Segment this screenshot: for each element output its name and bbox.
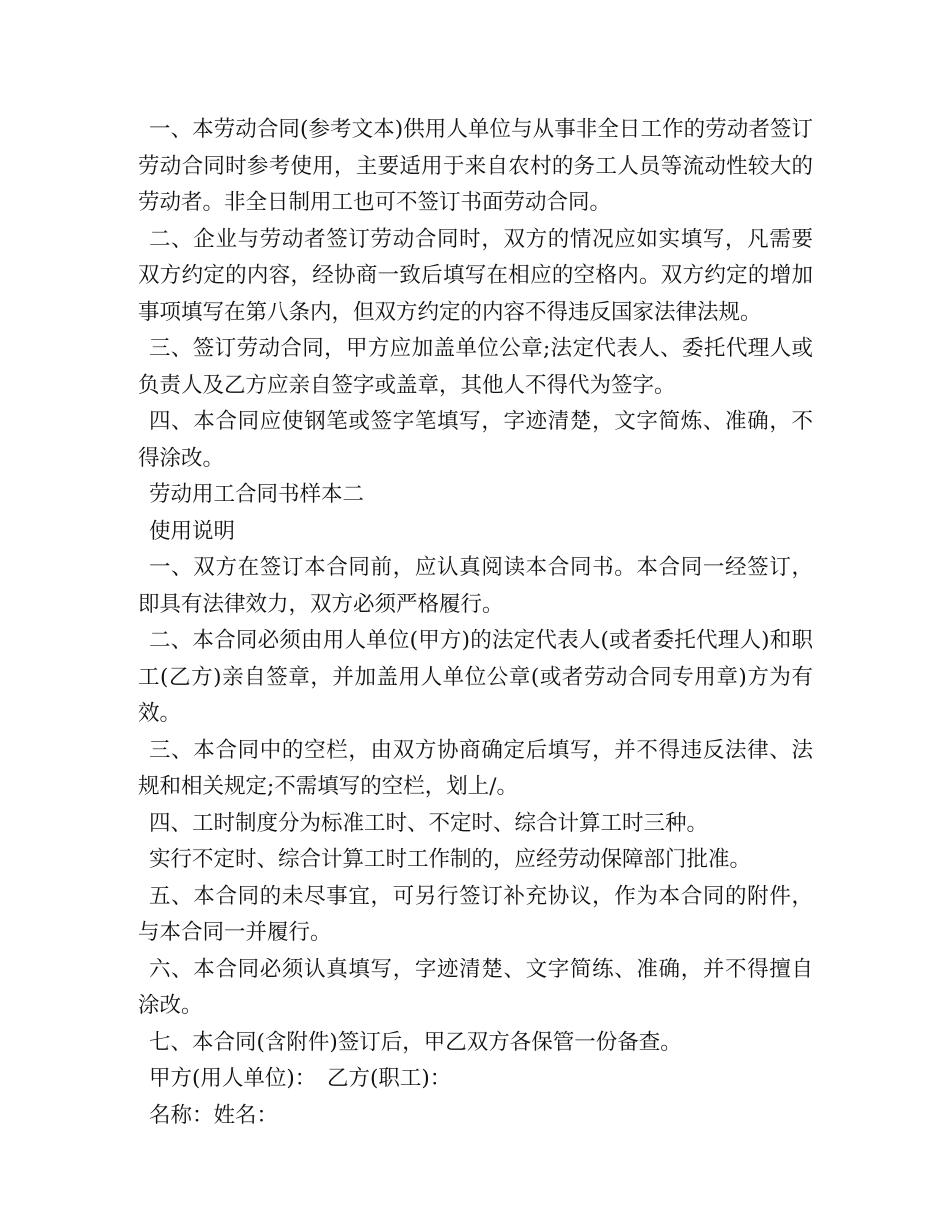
instruction-2: 二、本合同必须由用人单位(甲方)的法定代表人(或者委托代理人)和职工(乙方)亲自签章，并加盖用人单位公章(或者劳动合同专用章)方为有效。 xyxy=(138,628,813,726)
instruction-3: 三、本合同中的空栏，由双方协商确定后填写，并不得违反法律、法规和相关规定;不需填写的空栏，划上/。 xyxy=(138,737,813,799)
paragraph-intro-1: 一、本劳动合同(参考文本)供用人单位与从事非全日工作的劳动者签订劳动合同时参考使用，主要适用于来自农村的务工人员等流动性较大的劳动者。非全日制用工也可不签订书面劳动合同。 xyxy=(138,117,813,215)
paragraph-intro-3: 三、签订劳动合同，甲方应加盖单位公章;法定代表人、委托代理人或负责人及乙方应亲自签字或盖章，其他人不得代为签字。 xyxy=(138,336,813,398)
instruction-7: 七、本合同(含附件)签订后，甲乙双方各保管一份备查。 xyxy=(149,1029,682,1055)
instruction-6: 六、本合同必须认真填写，字迹清楚、文字简练、准确，并不得擅自涂改。 xyxy=(138,956,813,1018)
paragraph-intro-4: 四、本合同应使钢笔或签字笔填写，字迹清楚，文字简炼、准确，不得涂改。 xyxy=(138,409,813,471)
section-subtitle: 使用说明 xyxy=(149,518,236,544)
instruction-5: 五、本合同的未尽事宜，可另行签订补充协议，作为本合同的附件，与本合同一并履行。 xyxy=(138,883,813,945)
instruction-1: 一、双方在签订本合同前，应认真阅读本合同书。本合同一经签订，即具有法律效力，双方必须严格履行。 xyxy=(138,555,813,617)
instruction-4: 四、工时制度分为标准工时、不定时、综合计算工时三种。 xyxy=(149,810,709,836)
paragraph-intro-2: 二、企业与劳动者签订劳动合同时，双方的情况应如实填写，凡需要双方约定的内容，经协商一致后填写在相应的空格内。双方约定的增加事项填写在第八条内，但双方约定的内容不得违反国家法律法规。 xyxy=(138,226,813,325)
party-labels: 甲方(用人单位)： 乙方(职工)： xyxy=(149,1066,452,1091)
section-title: 劳动用工合同书样本二 xyxy=(149,482,365,507)
document-body xyxy=(138,112,813,1134)
instruction-4-note: 实行不定时、综合计算工时工作制的，应经劳动保障部门批准。 xyxy=(149,847,752,872)
name-labels: 名称：姓名： xyxy=(149,1102,279,1128)
